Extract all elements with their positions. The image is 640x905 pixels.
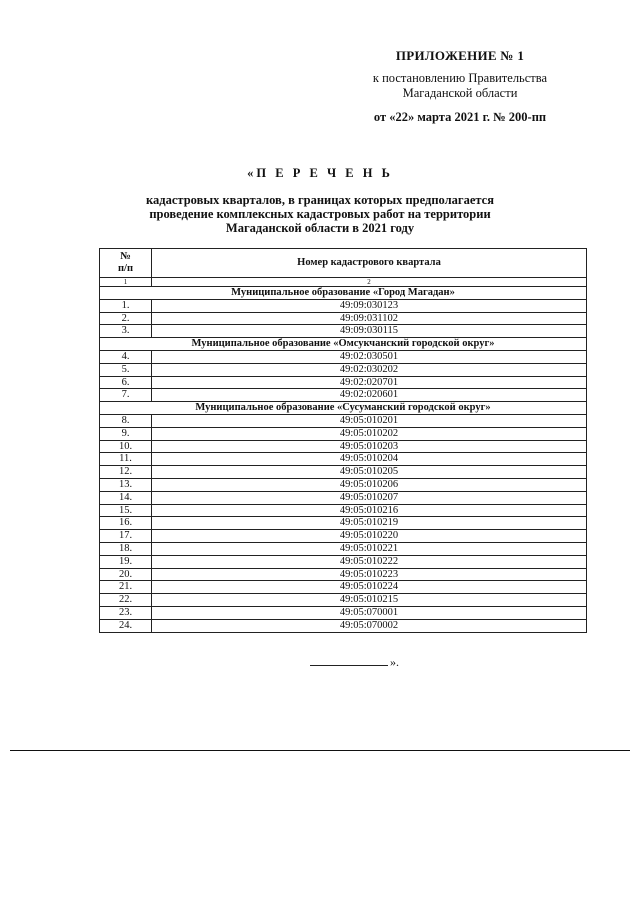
cadastral-quarter-code: 49:02:020701 xyxy=(152,376,587,389)
row-number: 11. xyxy=(100,453,152,466)
table-row xyxy=(100,555,587,568)
table-row xyxy=(100,440,587,453)
municipality-name: Муниципальное образование «Город Магадан» xyxy=(100,287,587,300)
cadastral-quarter-code: 49:09:031102 xyxy=(152,312,587,325)
table-row xyxy=(100,325,587,338)
closing-mark: ». xyxy=(390,655,399,669)
cadastral-table xyxy=(99,248,587,633)
cadastral-quarter-code: 49:05:010219 xyxy=(152,517,587,530)
cadastral-quarter-code: 49:05:010207 xyxy=(152,491,587,504)
row-number: 23. xyxy=(100,606,152,619)
row-number: 4. xyxy=(100,350,152,363)
list-subtitle-line-2: проведение комплексных кадастровых работ на территории xyxy=(149,207,491,221)
table-row xyxy=(100,453,587,466)
row-number: 14. xyxy=(100,491,152,504)
column-header-quarter: Номер кадастрового квартала xyxy=(152,249,587,278)
table-row xyxy=(100,530,587,543)
table-row xyxy=(100,581,587,594)
row-number: 5. xyxy=(100,363,152,376)
table-row xyxy=(100,427,587,440)
group-row xyxy=(100,338,587,351)
cadastral-quarter-code: 49:09:030115 xyxy=(152,325,587,338)
cadastral-quarter-code: 49:05:010224 xyxy=(152,581,587,594)
group-row xyxy=(100,402,587,415)
table-row xyxy=(100,504,587,517)
row-number: 7. xyxy=(100,389,152,402)
table-row xyxy=(100,478,587,491)
appendix-title: ПРИЛОЖЕНИЕ № 1 xyxy=(395,48,525,63)
list-subtitle-line-1: кадастровых кварталов, в границах которых предполагается xyxy=(146,193,494,207)
row-number: 15. xyxy=(100,504,152,517)
cadastral-quarter-code: 49:05:010205 xyxy=(152,466,587,479)
table-body xyxy=(100,287,587,633)
cadastral-quarter-code: 49:05:010206 xyxy=(152,478,587,491)
cadastral-quarter-code: 49:05:010221 xyxy=(152,542,587,555)
row-number: 24. xyxy=(100,619,152,632)
row-number: 13. xyxy=(100,478,152,491)
appendix-date: от «22» марта 2021 г. № 200-пп xyxy=(373,110,547,124)
cadastral-quarter-code: 49:05:010203 xyxy=(152,440,587,453)
column-header-number: № п/п xyxy=(100,249,152,278)
group-row xyxy=(100,287,587,300)
cadastral-quarter-code: 49:05:010202 xyxy=(152,427,587,440)
list-heading xyxy=(100,166,540,235)
row-number: 9. xyxy=(100,427,152,440)
cadastral-quarter-code: 49:05:010215 xyxy=(152,594,587,607)
column-index-2: 2 xyxy=(152,278,587,287)
closing-line xyxy=(310,655,399,670)
closing-underline xyxy=(310,665,388,666)
table-row xyxy=(100,568,587,581)
table-row xyxy=(100,376,587,389)
page-divider xyxy=(10,750,630,751)
table-row xyxy=(100,542,587,555)
row-number: 17. xyxy=(100,530,152,543)
cadastral-quarter-code: 49:05:010223 xyxy=(152,568,587,581)
row-number: 3. xyxy=(100,325,152,338)
cadastral-quarter-code: 49:05:010220 xyxy=(152,530,587,543)
row-number: 21. xyxy=(100,581,152,594)
table-row xyxy=(100,389,587,402)
table-row xyxy=(100,466,587,479)
row-number: 8. xyxy=(100,414,152,427)
row-number: 2. xyxy=(100,312,152,325)
appendix-line-1: к постановлению Правительства xyxy=(372,71,548,85)
cadastral-quarter-code: 49:05:010201 xyxy=(152,414,587,427)
cadastral-quarter-code: 49:05:070001 xyxy=(152,606,587,619)
table-header-row xyxy=(100,249,587,278)
row-number: 22. xyxy=(100,594,152,607)
municipality-name: Муниципальное образование «Сусуманский городской округ» xyxy=(100,402,587,415)
cadastral-quarter-code: 49:02:030202 xyxy=(152,363,587,376)
table-row xyxy=(100,606,587,619)
list-subtitle-line-3: Магаданской области в 2021 году xyxy=(225,221,415,235)
table-row xyxy=(100,594,587,607)
cadastral-quarter-code: 49:05:010204 xyxy=(152,453,587,466)
table-column-number-row xyxy=(100,278,587,287)
table-row xyxy=(100,414,587,427)
table-row xyxy=(100,312,587,325)
column-index-1: 1 xyxy=(100,278,152,287)
cadastral-quarter-code: 49:02:020601 xyxy=(152,389,587,402)
row-number: 19. xyxy=(100,555,152,568)
table-row xyxy=(100,517,587,530)
row-number: 12. xyxy=(100,466,152,479)
row-number: 20. xyxy=(100,568,152,581)
cadastral-quarter-code: 49:09:030123 xyxy=(152,299,587,312)
table-row xyxy=(100,299,587,312)
appendix-block xyxy=(300,48,620,125)
cadastral-quarter-code: 49:02:030501 xyxy=(152,350,587,363)
municipality-name: Муниципальное образование «Омсукчанский городской округ» xyxy=(100,338,587,351)
appendix-line-2: Магаданской области xyxy=(402,86,518,100)
row-number: 18. xyxy=(100,542,152,555)
cadastral-quarter-code: 49:05:010216 xyxy=(152,504,587,517)
row-number: 1. xyxy=(100,299,152,312)
list-title: «П Е Р Е Ч Е Н Ь xyxy=(247,166,393,180)
cadastral-quarter-code: 49:05:010222 xyxy=(152,555,587,568)
table-row xyxy=(100,619,587,632)
row-number: 6. xyxy=(100,376,152,389)
table-row xyxy=(100,491,587,504)
cadastral-quarter-code: 49:05:070002 xyxy=(152,619,587,632)
row-number: 16. xyxy=(100,517,152,530)
table-row xyxy=(100,363,587,376)
table-row xyxy=(100,350,587,363)
row-number: 10. xyxy=(100,440,152,453)
